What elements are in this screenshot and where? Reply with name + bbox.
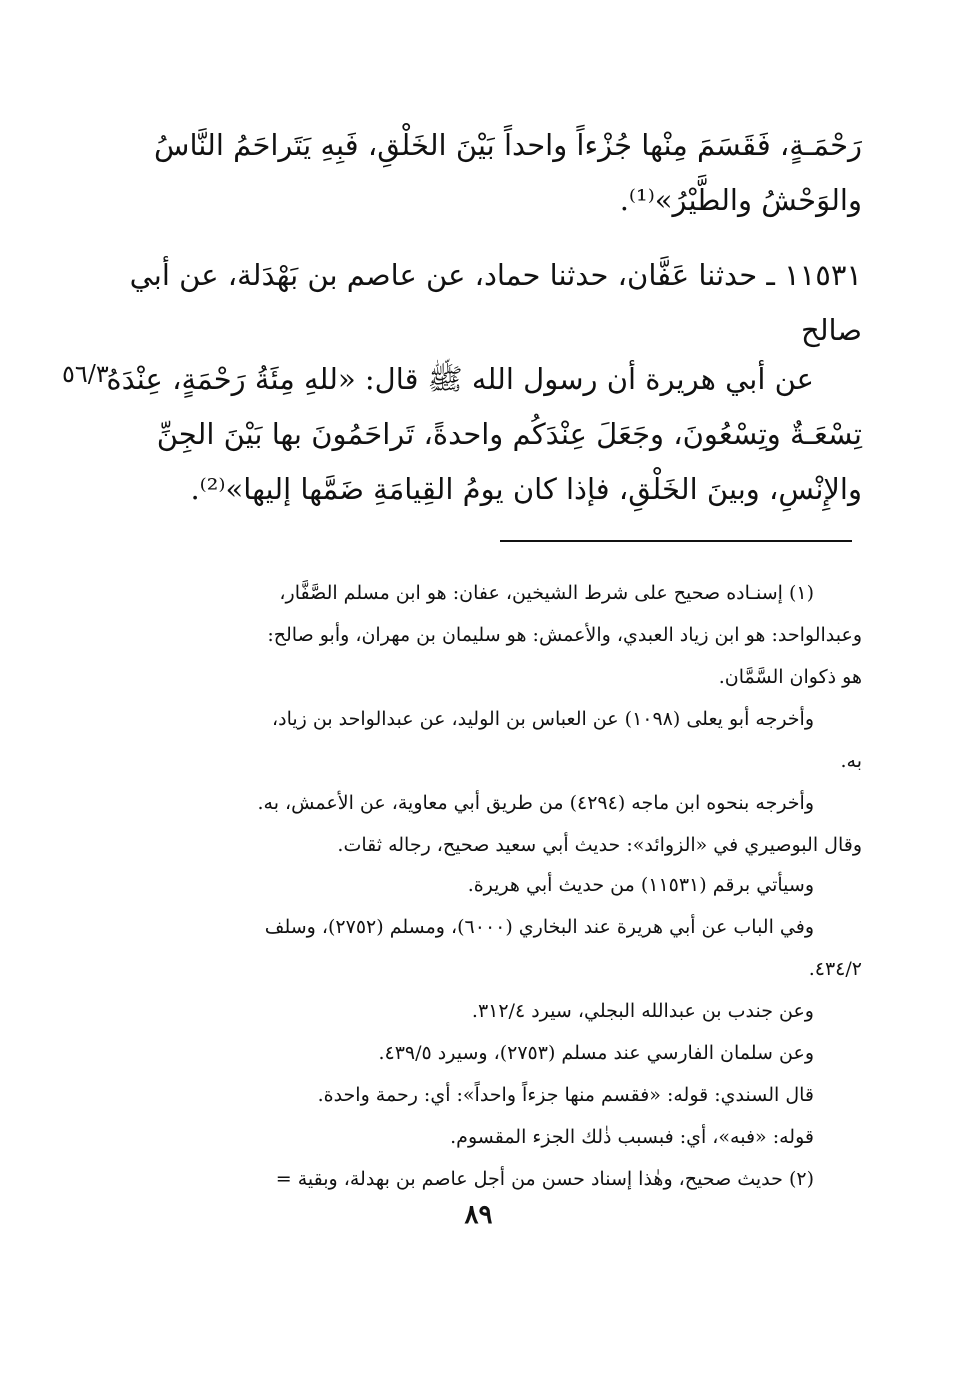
footnote-line: قوله: «فبه»، أي: فبسبب ذٰلك الجزء المقسوم. (450, 1126, 814, 1148)
footnote-line: وأخرجه بنحوه ابن ماجه (٤٢٩٤) من طريق أبي معاوية، عن الأعمش، به. (257, 792, 814, 814)
text-line: ١١٥٣١ ـ حدثنا عَفَّان، حدثنا حماد، عن عاصم بن بَهْدَلة، عن أبي (129, 258, 862, 292)
footnote-busiri (150, 824, 862, 866)
footnote-line: وعبدالواحد: هو ابن زياد العبدي، والأعمش: هو سليمان بن مهران، وأبو صالح: (267, 624, 862, 646)
footnote-2 (150, 1158, 862, 1200)
footnote-line: (١) إسنـاده صحيح على شرط الشيخين، عفان: هو ابن مسلم الصَّفَّار، (279, 582, 814, 604)
text-line: صالح (800, 313, 862, 347)
footnote-line: ٤٣٤/٢. (808, 958, 862, 980)
main-text-hadith-chain (129, 248, 862, 358)
footnote-sindi-fabihi (150, 1116, 862, 1158)
footnote-line: وعن سلمان الفارسي عند مسلم (٢٧٥٣)، وسيرد ٤٣٩/٥. (378, 1042, 814, 1064)
footnote-takhrij-ibn-majah (150, 782, 862, 824)
text-line: عن أبي هريرة أن رسول الله ﷺ قال: «للهِ مِئَةُ رَحْمَةٍ، عِنْدَهُ (106, 362, 814, 396)
footnote-bab-abu-hurayra (150, 906, 862, 990)
footnote-line: قال السندي: قوله: «فقسم منها جزءاً واحداً»: أي: رحمة واحدة. (317, 1084, 814, 1106)
main-text-hadith-body (106, 352, 862, 517)
footnote-sindi (150, 1074, 862, 1116)
main-text-paragraph-1 (150, 118, 862, 228)
footnote-salman (150, 1032, 862, 1074)
footnote-line: وأخرجه أبو يعلى (١٠٩٨) عن العباس بن الوليد، عن عبدالواحد بن زياد، (271, 708, 814, 730)
text-line: والوَحْشُ والطَّيْرُ»⁽¹⁾. (619, 183, 862, 217)
footnote-line: هو ذكوان السَّمَّان. (718, 666, 862, 688)
footnote-line: وعن جندب بن عبدالله البجلي، سيرد ٣١٢/٤. (471, 1000, 814, 1022)
footnote-jundub (150, 990, 862, 1032)
footnote-line: وسيأتي برقم (١١٥٣١) من حديث أبي هريرة. (467, 874, 814, 896)
text-line: تِسْعَـةٌ وتِسْعُونَ، وجَعَلَ عِنْدَكُم واحدةً، تَراحَمُونَ بها بَيْنَ الجِنِّ (156, 417, 862, 451)
footnote-takhrij-abu-yala (150, 698, 862, 782)
margin-volume-page-reference: ٥٦/٣ (62, 360, 109, 388)
text-line: رَحْمَـةٍ، فَقَسَمَ مِنْها جُزْءاً واحداً بَيْنَ الخَلْقِ، فَبِهِ يَتَراحَمُ النَّاسُ (154, 128, 862, 162)
footnote-separator-line (500, 540, 852, 542)
footnote-line: وفي الباب عن أبي هريرة عند البخاري (٦٠٠٠)، ومسلم (٢٧٥٢)، وسلف (264, 916, 814, 938)
footnote-line: (٢) حديث صحيح، وهٰذا إسناد حسن من أجل عاصم بن بهدلة، وبقية = (275, 1168, 814, 1190)
footnote-cross-reference (150, 864, 862, 906)
footnote-line: به. (840, 750, 862, 772)
footnote-1 (150, 572, 862, 698)
page-number: ٨٩ (464, 1200, 493, 1230)
footnote-line: وقال البوصيري في «الزوائد»: حديث أبي سعيد صحيح، رجاله ثقات. (337, 834, 862, 856)
text-line: والإِنْسِ، وبينَ الخَلْقِ، فإذا كان يومُ القِيامَةِ ضَمَّها إليها»⁽²⁾. (190, 472, 862, 506)
